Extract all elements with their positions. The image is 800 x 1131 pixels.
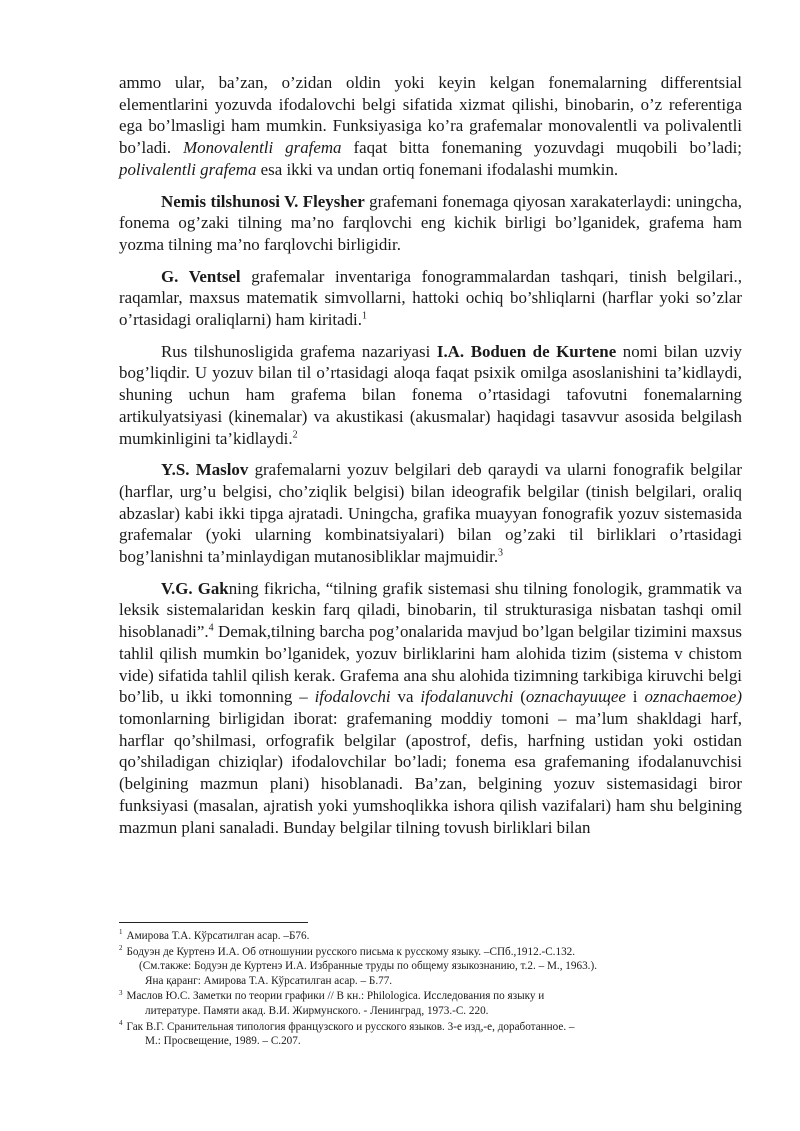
paragraph-6 [119, 578, 742, 838]
footnote-text: литературе. Памяти акад. В.И. Жирмунского. - Ленинград, 1973.-С. 220. [145, 1004, 489, 1017]
footnote-number: 1 [119, 928, 123, 937]
paragraph-text: va [390, 687, 421, 707]
paragraph-text: ( [513, 687, 526, 707]
author-name: V.G. Gak [161, 578, 229, 598]
paragraph-text: nomi bilan uzviy bog’liqdir. U yozuv bilan til o’rtasidagi aloqa faqat psixik omilga asoslanishini ta’kidlaydi, shuning uchun ham grafema bilan fonema o’rtasidagi tafovutni fonemalarning artikulyatsiyasi (kinemalar) va akustikasi (akusmalar) haqidagi tasavvur asosida belgilash mumkinligini ta’kidlaydi. [119, 341, 742, 448]
author-name: Y.S. Maslov [161, 460, 249, 480]
paragraph-text: esa ikki va undan ortiq fonemani ifodalashi mumkin. [256, 159, 619, 179]
paragraph-text: grafemalar inventariga fonogrammalardan tashqari, tinish belgilari., raqamlar, maxsus matematik simvollarni, hattoki ochiq bo’shliqlarni (harflar yoki so’zlar o’rtasidagi oraliqlarni) ham kiritadi. [119, 266, 742, 330]
paragraph-2 [119, 191, 742, 256]
paragraph-text: faqat bitta fonemaning yozuvdagi muqobili bo’ladi; [341, 138, 742, 158]
term-oznachayushchee: oznachayuщee [525, 687, 626, 707]
footnote-text: Гак В.Г. Сранительная типология французского и русского языков. 3-е изд,-е, доработанное. – [126, 1020, 575, 1033]
footnote-text: Маслов Ю.С. Заметки по теории графики // В кн.: Philologica. Исследования по языку и [126, 990, 545, 1003]
paragraph-text: Demak,tilning barcha pog’onalarida mavjud bo’lgan belgilar tizimini maxsus tahlil qilish mumkin bo’lganidek, yozuv birliklarini ham alohida tizim (sistema v chistom vide) sifatida tahlil qilish kerak. Grafema ana shu alohida tizimning tarkibiga kiruvchi belgi bo’lib, u ikki tomonning – [119, 622, 742, 707]
footnotes [119, 929, 749, 1050]
footnote-number: 4 [119, 1018, 123, 1027]
paragraph-3 [119, 266, 742, 331]
term-oznachaemoe: oznachaemoe) [644, 687, 742, 707]
footnote-divider [119, 922, 308, 923]
paragraph-text: ammo ular, ba’zan, o’zidan oldin yoki keyin kelgan fonemalarning differentsial elementlarini yozuvda ifodalovchi belgi sifatida xizmat qilishi, binobarin, o’z referentiga ega bo’lmasligi ham mumkin. Funksiyasiga ko’ra grafemalar monovalentli va polivalentli bo’ladi. [119, 73, 742, 158]
footnote-text: Яна қаранг: Амирова Т.А. Кўрсатилган асар. – Б.77. [145, 974, 393, 987]
footnote-4 [119, 1020, 749, 1049]
footnote-ref[interactable]: 4 [208, 622, 214, 634]
footnote-text: Амирова Т.А. Кўрсатилган асар. –Б76. [126, 930, 310, 942]
term-monovalent: Monovalentli grafema [183, 138, 342, 158]
footnote-ref[interactable]: 1 [361, 310, 367, 322]
term-polivalent: polivalentli grafema [119, 159, 257, 179]
author-name: Nemis tilshunosi V. Fleysher [161, 191, 365, 211]
footnote-text: Бодуэн де Куртенэ И.А. Об отношунии русского письма к русскому языку. –СПб.,1912.-С.132. [126, 945, 576, 958]
author-name: G. Ventsel [161, 266, 241, 286]
footnote-ref[interactable]: 3 [498, 547, 504, 559]
footnote-2 [119, 945, 749, 989]
term-ifodalanuvchi: ifodalanuvchi [420, 687, 514, 707]
term-ifodalovchi: ifodalovchi [314, 687, 391, 707]
footnote-text: (См.также: Бодуэн де Куртенэ И.А. Избранные труды по общему языкознанию, т.2. – М., 1963.). [139, 960, 597, 973]
page-body [119, 72, 742, 848]
footnote-number: 2 [119, 943, 123, 952]
footnote-3 [119, 989, 749, 1018]
footnote-text: М.: Просвещение, 1989. – С.207. [145, 1035, 301, 1048]
footnote-number: 3 [119, 988, 123, 997]
paragraph-text: i [625, 687, 645, 707]
author-name: I.A. Boduen de Kurtene [436, 341, 617, 361]
paragraph-4 [119, 341, 742, 450]
paragraph-text: grafemani fonemaga qiyosan xarakaterlaydi: uningcha, fonema og’zaki tilning ma’no farqlovchi eng kichik birligi bo’lganidek, grafema ham yozma tilning ma’no farqlovchi birligidir. [119, 191, 742, 254]
paragraph-1 [119, 72, 742, 181]
footnote-1 [119, 929, 749, 944]
paragraph-text: ning fikricha, “tilning grafik sistemasi shu tilning fonologik, grammatik va leksik sistemalaridan keskin farq qiladi, binobarin, til strukturasiga nisbatan tashqi omil hisoblanadi”. [119, 578, 742, 642]
paragraph-text: tomonlarning birligidan iborat: grafemaning moddiy tomoni – ma’lum shakldagi harf, harflar qo’shilmasi, orfografik belgilar (apostrof, defis, harfning ustidan yoki ostidan qo’shiladigan chiziqlar) ifodalovchilar bo’ladi; fonema esa grafemaning ifodalanuvchisi (belgining mazmun plani) hisoblanadi. Ba’zan, belgining yozuv sistemasidagi biror funksiyasi (masalan, ajratish yoki yumshoqlikka ishora qilish vazifalari) ham shu belgining mazmun plani sanaladi. Bunday belgilar tilning tovush birliklari bilan [119, 708, 742, 837]
paragraph-text: Rus tilshunosligida grafema nazariyasi [161, 341, 437, 361]
paragraph-text: grafemalarni yozuv belgilari deb qaraydi va ularni fonografik belgilar (harflar, urg’u belgisi, cho’ziqlik belgisi) bilan ideografik belgilar (tinish belgilari, oraliq abzaslar) kabi ikki tipga ajratadi. Uningcha, grafika muayyan fonografik yozuv sistemasida grafemalar (yoki ularning kombinatsiyalari) bilan og’zaki til birliklari o’rtasidagi bog’lanishni ta’minlaydigan mutanosibliklar majmuidir. [119, 460, 742, 567]
paragraph-5 [119, 459, 742, 568]
footnote-ref[interactable]: 2 [292, 428, 298, 440]
